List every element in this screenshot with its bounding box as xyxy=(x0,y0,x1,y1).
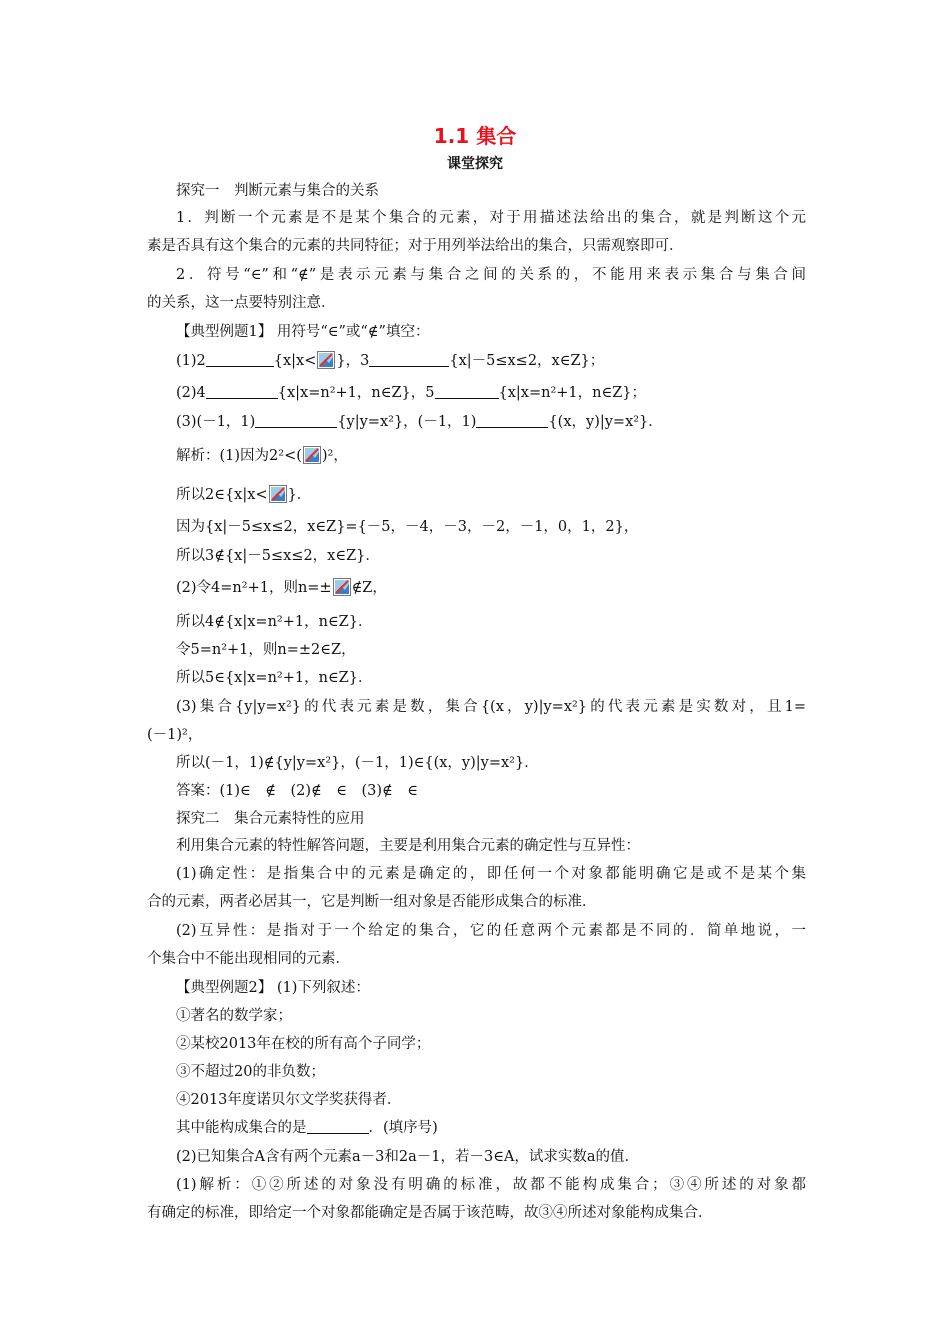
broken-image-icon xyxy=(269,485,287,503)
answer-blank[interactable] xyxy=(255,412,337,428)
exercise-line-2: (2)4 {x|x=n²+1，n∈Z}，5 {x|x=n²+1，n∈Z}； xyxy=(176,385,647,401)
question-line: 其中能构成集合的是 ．(填序号) xyxy=(176,1120,438,1136)
list-item: ①著名的数学家； xyxy=(176,1008,292,1024)
paragraph-line: (2)互异性：是指对于一个给定的集合，它的任意两个元素都是不同的．简单地说，一 xyxy=(176,923,806,939)
paragraph-line: 的关系，这一点要特别注意． xyxy=(147,295,336,311)
solution-line: 所以4∉{x|x=n²+1，n∈Z}． xyxy=(176,614,373,630)
solution-line: 所以(－1，1)∉{y|y=x²}，(－1，1)∈{(x，y)|y=x²}． xyxy=(176,755,539,771)
answer-blank[interactable] xyxy=(476,412,548,428)
answer-line: 答案：(1)∈ ∉ (2)∉ ∈ (3)∉ ∈ xyxy=(176,783,419,799)
solution-line: (－1)²， xyxy=(147,727,203,743)
answer-blank[interactable] xyxy=(206,383,278,399)
paragraph-line: 素是否具有这个集合的元素的共同特征；对于用列举法给出的集合，只需观察即可． xyxy=(147,238,684,254)
answer-blank[interactable] xyxy=(307,1118,369,1134)
paragraph-line: (1)确定性：是指集合中的元素是确定的，即任何一个对象都能明确它是或不是某个集 xyxy=(176,866,806,882)
example-heading-1: 【典型例题1】 用符号“∈”或“∉”填空： xyxy=(176,324,430,340)
answer-blank[interactable] xyxy=(369,351,449,367)
paragraph-line: 利用集合元素的特性解答问题，主要是利用集合元素的确定性与互异性： xyxy=(176,838,640,854)
solution-line: (2)令4=n²+1，则n=± ∉Z， xyxy=(176,580,387,596)
paragraph-line: 1．判断一个元素是不是某个集合的元素，对于用描述法给出的集合，就是判断这个元 xyxy=(176,210,806,226)
solution-line: 所以2∈{x|x< }． xyxy=(176,487,312,503)
list-item: ②某校2013年在校的所有高个子同学； xyxy=(176,1036,431,1052)
answer-blank[interactable] xyxy=(206,351,274,367)
answer-blank[interactable] xyxy=(435,383,499,399)
section-subtitle: 课堂探究 xyxy=(447,156,503,172)
list-item: ④2013年度诺贝尔文学奖获得者． xyxy=(176,1092,402,1108)
page-title: 1.1 集合 xyxy=(433,124,517,148)
broken-image-icon xyxy=(317,351,335,369)
exercise-line-1: (1)2 {x|x< }，3 {x|－5≤x≤2，x∈Z}； xyxy=(176,353,605,369)
solution-line: (1)解析：①②所述的对象没有明确的标准，故都不能构成集合；③④所述的对象都 xyxy=(176,1177,806,1193)
question-line: (2)已知集合A含有两个元素a－3和2a－1，若－3∈A，试求实数a的值． xyxy=(176,1149,640,1165)
paragraph-line: 个集合中不能出现相同的元素． xyxy=(147,951,350,967)
solution-line: 有确定的标准，即给定一个对象都能确定是否属于该范畴，故③④所述对象能构成集合． xyxy=(147,1205,713,1221)
broken-image-icon xyxy=(303,446,321,464)
solution-line: 令5=n²+1，则n=±2∈Z， xyxy=(176,642,356,658)
section-heading-1: 探究一 判断元素与集合的关系 xyxy=(176,183,379,199)
section-heading-2: 探究二 集合元素特性的应用 xyxy=(176,811,365,827)
exercise-line-3: (3)(－1，1) {y|y=x²}，(－1，1) {(x，y)|y=x²}． xyxy=(176,414,663,430)
list-item: ③不超过20的非负数； xyxy=(176,1064,325,1080)
solution-line: 解析：(1)因为2²<( )²， xyxy=(176,448,348,464)
solution-line: 因为{x|－5≤x≤2，x∈Z}={－5，－4，－3，－2，－1，0，1，2}， xyxy=(176,519,639,535)
paragraph-line: 2．符号“∈”和“∉”是表示元素与集合之间的关系的，不能用来表示集合与集合间 xyxy=(176,267,806,283)
paragraph-line: 合的元素，两者必居其一，它是判断一组对象是否能形成集合的标准． xyxy=(147,894,597,910)
broken-image-icon xyxy=(333,578,351,596)
example-heading-2: 【典型例题2】 (1)下列叙述： xyxy=(176,980,370,996)
solution-line: (3)集合{y|y=x²}的代表元素是数，集合{(x，y)|y=x²}的代表元素是实数对，且1= xyxy=(176,699,806,715)
solution-line: 所以5∈{x|x=n²+1，n∈Z}． xyxy=(176,670,373,686)
solution-line: 所以3∉{x|－5≤x≤2，x∈Z}． xyxy=(176,548,380,564)
